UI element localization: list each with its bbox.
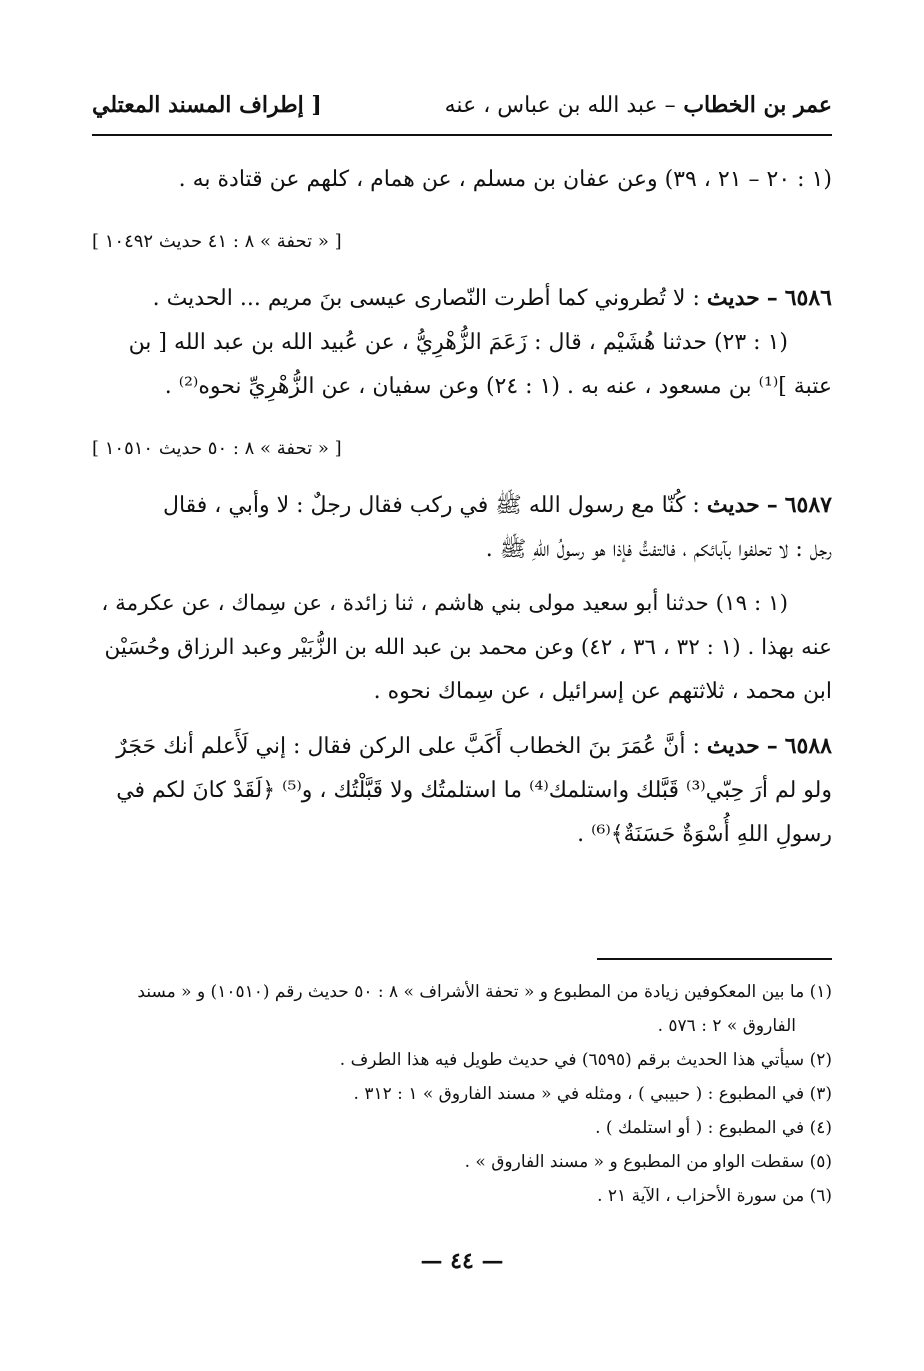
text-line: ولو لم أرَ حِبّي⁽³⁾ قَبَّلك واستلمك⁽⁴⁾ ما استلمتُك ولا قَبَّلْتُك ، و⁽⁵⁾ ﴿لَقَدْ كانَ لكم في	[116, 778, 832, 803]
footnote: (١) ما بين المعكوفين زيادة من المطبوع و « تحفة الأشراف » ٨ : ٥٠ حديث رقم (١٠٥١٠) و « مسند	[137, 982, 832, 1002]
hadith-text: : كُنّا مع رسول الله ﷺ في ركب فقال رجلٌ : لا وأبي ، فقال	[162, 493, 700, 518]
footnote-rule	[597, 958, 832, 960]
paragraph-gap	[92, 572, 832, 582]
header-title-rest: – عبد الله بن عباس ، عنه	[444, 93, 676, 118]
header-rule	[92, 134, 832, 136]
hadith-line	[92, 724, 832, 769]
hadith-line	[92, 276, 832, 321]
footnote: الفاروق » ٢ : ٥٧٦ .	[657, 1016, 796, 1036]
page-number: — ٤٤ —	[420, 1248, 504, 1274]
text-line: ابن محمد ، ثلاثتهم عن إسرائيل ، عن سِماك نحوه .	[373, 679, 832, 704]
hadith-keyword: حديث	[706, 733, 760, 759]
hadith-dash: –	[766, 492, 778, 518]
hadith-dash: –	[766, 733, 778, 759]
hadith-keyword: حديث	[706, 492, 760, 518]
header-book-title: [ إطراف المسند المعتلي	[92, 92, 322, 118]
text-line: رسولِ اللهِ أُسْوَةٌ حَسَنَةٌ﴾⁽⁶⁾ .	[577, 822, 832, 847]
hadith-text: : لا تُطروني كما أطرت النّصارى عيسى بنَ مريم ... الحديث .	[152, 286, 700, 311]
footnote: (٣) في المطبوع : ( حبيبي ) ، ومثله في « مسند الفاروق » ١ : ٣١٢ .	[353, 1084, 832, 1104]
citation-ref: [ « تحفة » ٨ : ٤١ حديث ١٠٤٩٢ ]	[92, 231, 342, 252]
text-line: عتبة ]⁽¹⁾ بن مسعود ، عنه به . (١ : ٢٤) وعن سفيان ، عن الزُّهْرِيِّ نحوه⁽²⁾ .	[164, 374, 832, 399]
citation-ref: [ « تحفة » ٨ : ٥٠ حديث ١٠٥١٠ ]	[92, 438, 342, 459]
paragraph-gap	[92, 409, 832, 419]
text-line: (١ : ١٩) حدثنا أبو سعيد مولى بني هاشم ، ثنا زائدة ، عن سِماك ، عن عكرمة ،	[101, 591, 788, 616]
hadith-line	[92, 483, 832, 528]
footnote: (٤) في المطبوع : ( أو استلمك ) .	[595, 1118, 832, 1138]
hadith-number: ٦٥٨٦	[784, 285, 832, 311]
hadith-dash: –	[766, 285, 778, 311]
text-line: (١ : ٢٠ – ٢١ ، ٣٩) وعن عفان بن مسلم ، عن همام ، كلهم عن قتادة به .	[178, 167, 832, 192]
text-line: (١ : ٢٣) حدثنا هُشَيْم ، قال : زَعَمَ الزُّهْرِيُّ ، عن عُبيد الله بن عبد الله [ بن	[128, 330, 788, 355]
footnote: (٦) من سورة الأحزاب ، الآية ٢١ .	[597, 1186, 832, 1206]
hadith-number: ٦٥٨٨	[784, 733, 832, 759]
hadith-text: : أنَّ عُمَرَ بنَ الخطاب أَكَبَّ على الركن فقال : إني لَأَعلم أنك حَجَرٌ	[116, 734, 700, 759]
running-header	[92, 92, 832, 132]
paragraph-gap	[92, 202, 832, 212]
text-line: رجل : لا تحلفوا بآبائكم ، فالتفتُّ فإذا هو رسولُ اللهِ ﷺ .	[485, 537, 832, 562]
main-text	[92, 158, 832, 857]
footnote: (٢) سيأتي هذا الحديث برقم (٦٥٩٥) في حديث طويل فيه هذا الطرف .	[339, 1050, 832, 1070]
hadith-keyword: حديث	[706, 285, 760, 311]
text-line: عنه بهذا . (١ : ٣٢ ، ٣٦ ، ٤٢) وعن محمد بن عبد الله بن الزُّبَيْر وعبد الرزاق وحُسَيْن	[104, 635, 832, 660]
paragraph-gap	[92, 714, 832, 724]
footnote: (٥) سقطت الواو من المطبوع و « مسند الفاروق » .	[464, 1152, 832, 1172]
header-title-bold: عمر بن الخطاب	[683, 92, 832, 118]
hadith-number: ٦٥٨٧	[784, 492, 832, 518]
footnotes	[92, 975, 832, 1213]
header-title	[445, 92, 832, 118]
